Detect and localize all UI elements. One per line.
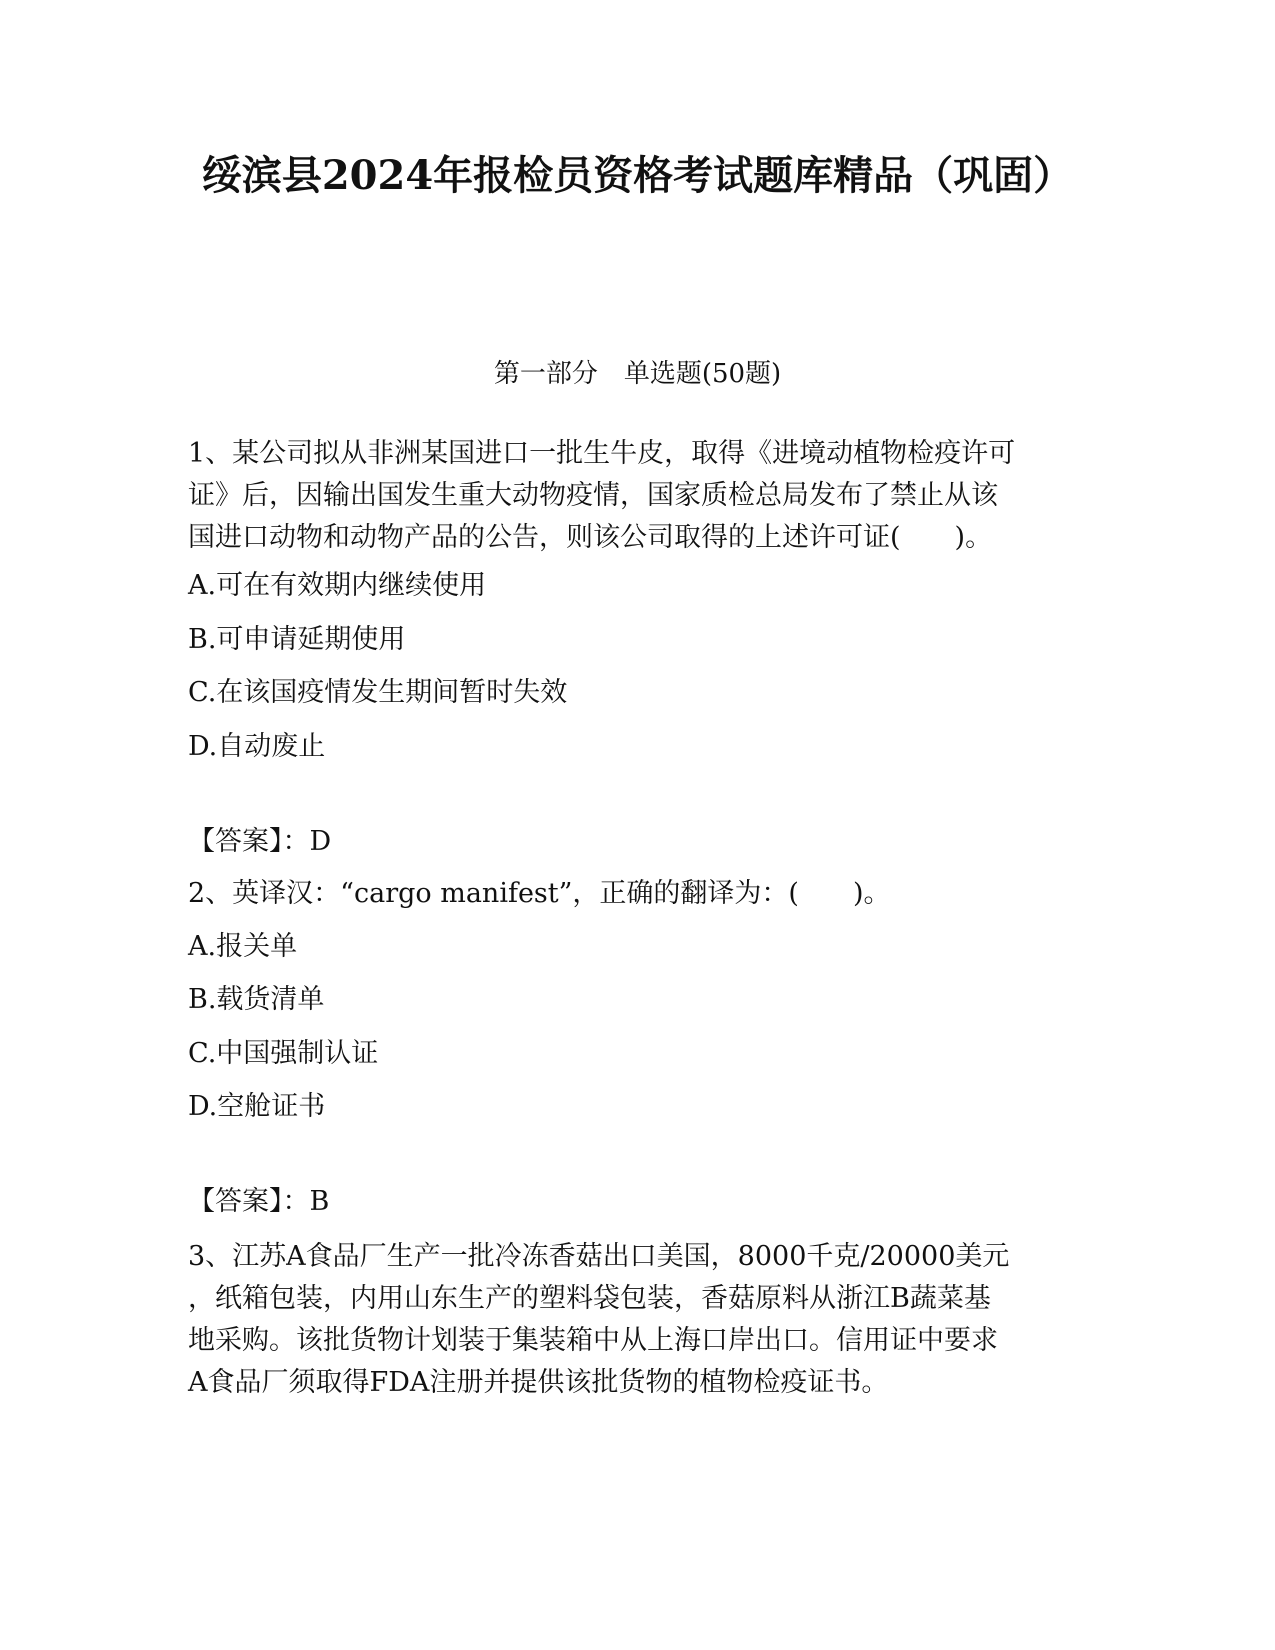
question-3-stem-line-3: 地采购。该批货物计划装于集装箱中从上海口岸出口。信用证中要求 (188, 1325, 998, 1356)
question-3-stem (188, 1236, 1088, 1404)
question-1-answer: 【答案】：D (188, 826, 332, 857)
question-1-stem-line-1: 1、某公司拟从非洲某国进口一批生牛皮，取得《进境动植物检疫许可 (188, 438, 1016, 469)
section-title: 第一部分 单选题(50题) (493, 359, 782, 389)
document-title: 绥滨县2024年报检员资格考试题库精品（巩固） (201, 152, 1074, 199)
question-2-answer: 【答案】：B (188, 1186, 330, 1217)
question-2-stem: 2、英译汉：“cargo manifest”，正确的翻译为：( )。 (188, 878, 891, 909)
question-1-option-b: B.可申请延期使用 (188, 624, 406, 655)
question-2-option-c: C.中国强制认证 (188, 1038, 379, 1069)
question-1-stem (188, 433, 1088, 559)
question-2-option-a: A.报关单 (188, 931, 298, 962)
question-2-option-d: D.空舱证书 (188, 1091, 326, 1122)
question-2-option-b: B.载货清单 (188, 984, 325, 1015)
question-1-option-a: A.可在有效期内继续使用 (188, 570, 487, 601)
question-1-option-c: C.在该国疫情发生期间暂时失效 (188, 677, 568, 708)
question-1-stem-line-3: 国进口动物和动物产品的公告，则该公司取得的上述许可证( )。 (188, 522, 993, 553)
question-1-option-d: D.自动废止 (188, 731, 326, 762)
question-3-stem-line-1: 3、江苏A食品厂生产一批冷冻香菇出口美国，8000千克/20000美元 (188, 1241, 1010, 1272)
question-3-stem-line-4: A食品厂须取得FDA注册并提供该批货物的植物检疫证书。 (188, 1367, 889, 1398)
question-3-stem-line-2: ，纸箱包装，内用山东生产的塑料袋包装，香菇原料从浙江B蔬菜基 (188, 1283, 991, 1314)
question-1-stem-line-2: 证》后，因输出国发生重大动物疫情，国家质检总局发布了禁止从该 (188, 480, 998, 511)
